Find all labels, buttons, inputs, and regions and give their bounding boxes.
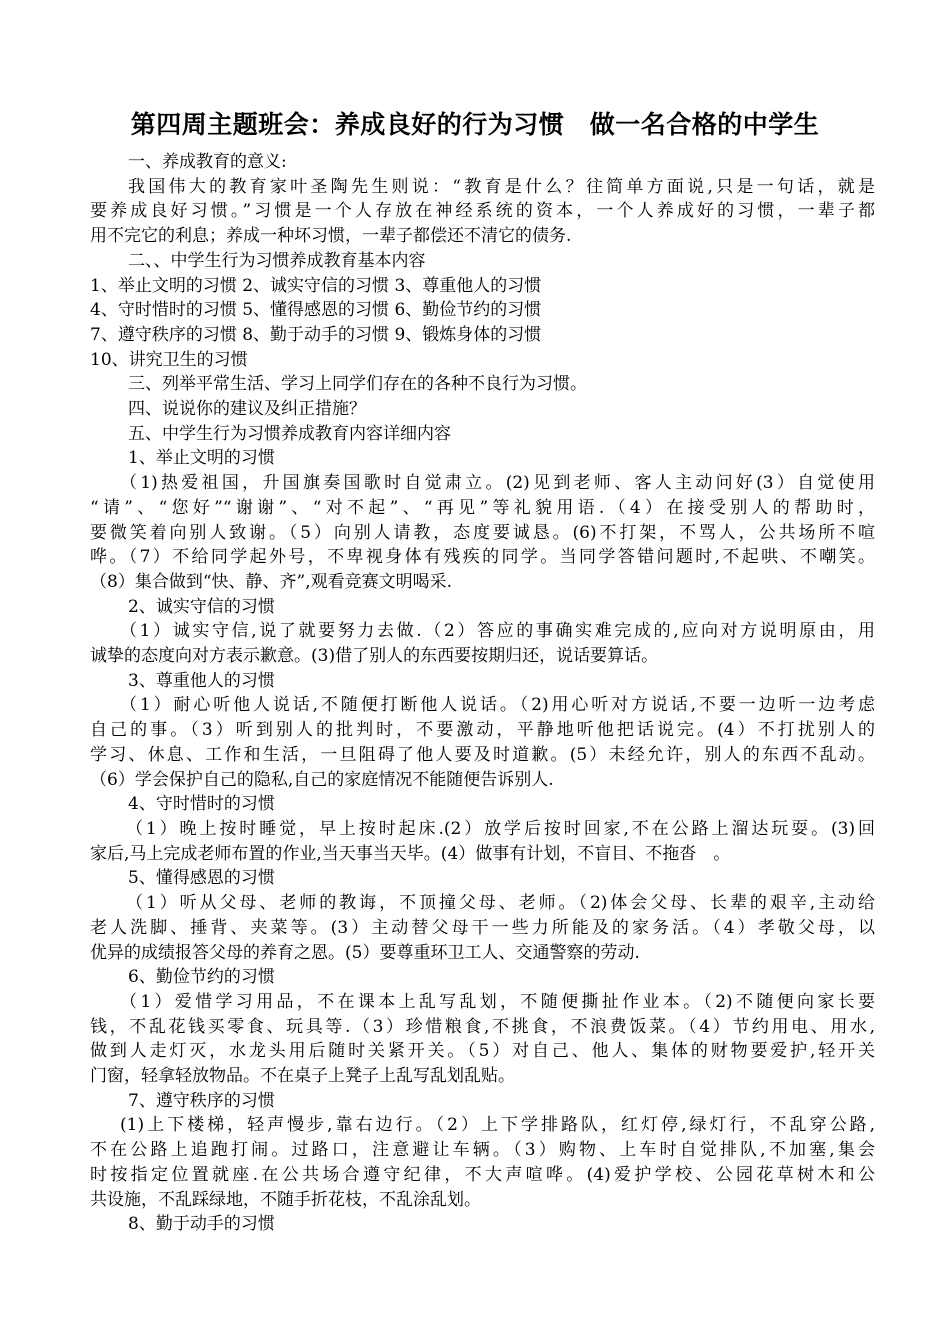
list-item: 1、举止文明的习惯 2、诚实守信的习惯 3、尊重他人的习惯: [90, 275, 542, 296]
section-heading: 五、中学生行为习惯养成教育内容详细内容: [128, 423, 451, 444]
paragraph-line: （1)热爱祖国，升国旗奏国歌时自觉肃立。(2)见到老师、客人主动问好(3）自觉使用: [120, 473, 875, 494]
subsection-heading: 4、守时惜时的习惯: [128, 794, 275, 815]
list-item: 10、讲究卫生的习惯: [90, 349, 248, 370]
paragraph-line: 用不完它的利息；养成一种坏习惯，一辈子都偿还不清它的债务.: [90, 226, 572, 247]
paragraph-line: (1)上下楼梯，轻声慢步,靠右边行。（2）上下学排路队，红灯停,绿灯行，不乱穿公路,: [120, 1115, 875, 1136]
paragraph-line: （1）爱惜学习用品，不在课本上乱写乱划，不随便撕扯作业本。（2)不随便向家长要: [120, 991, 875, 1012]
paragraph-line: 时按指定位置就座.在公共场合遵守纪律，不大声喧哗。(4)爱护学校、公园花草树木和公: [90, 1164, 875, 1185]
section-heading: 四、说说你的建议及纠正措施？: [128, 399, 366, 420]
subsection-heading: 5、懂得感恩的习惯: [128, 868, 275, 889]
section-heading: 一、养成教育的意义:: [128, 152, 287, 172]
paragraph-line: 我国伟大的教育家叶圣陶先生则说：“教育是什么？往简单方面说,只是一句话，就是: [128, 176, 875, 197]
paragraph-line: （1）耐心听他人说话,不随便打断他人说话。（2)用心听对方说话,不要一边听一边考虑: [120, 695, 875, 716]
paragraph-line: 要养成良好习惯。”习惯是一个人存放在神经系统的资本，一个人养成好的习惯，一辈子都: [90, 201, 875, 222]
paragraph-line: 钱，不乱花钱买零食、玩具等.（3）珍惜粮食,不挑食，不浪费饭菜。（4）节约用电、用水,: [90, 1016, 875, 1037]
paragraph-line: 不在公路上追跑打闹。过路口，注意避让车辆。（3）购物、上车时自觉排队,不加塞,集会: [90, 1140, 875, 1161]
paragraph-line: 要微笑着向别人致谢。（5）向别人请教，态度要诚恳。(6)不打架，不骂人，公共场所不喧: [90, 522, 875, 543]
paragraph-line: 做到人走灯灭，水龙头用后随时关紧开关。（5）对自己、他人、集体的财物要爱护,轻开关: [90, 1041, 875, 1062]
subsection-heading: 1、举止文明的习惯: [128, 448, 275, 469]
paragraph-line: （1）晚上按时睡觉，早上按时起床.(2）放学后按时回家,不在公路上溜达玩耍。(3)回: [126, 818, 875, 839]
paragraph-line: （6）学会保护自己的隐私,自己的家庭情况不能随便告诉别人.: [90, 769, 554, 790]
paragraph-line: （1）诚实守信,说了就要努力去做.（2）答应的事确实难完成的,应向对方说明原由，用: [120, 621, 875, 642]
paragraph-line: 家后,马上完成老师布置的作业,当天事当天毕。(4）做事有计划，不盲目、不拖沓 。: [90, 843, 731, 864]
paragraph-line: 优异的成绩报答父母的养育之恩。(5）要尊重环卫工人、交通警察的劳动.: [90, 942, 640, 963]
paragraph-line: 老人洗脚、捶背、夹菜等。(3）主动替父母干一些力所能及的家务活。（4）孝敬父母，以: [90, 917, 875, 938]
paragraph-line: （1）听从父母、老师的教诲，不顶撞父母、老师。（2)体会父母、长辈的艰辛,主动给: [126, 893, 875, 914]
subsection-heading: 2、诚实守信的习惯: [128, 596, 275, 617]
subsection-heading: 6、勤俭节约的习惯: [128, 967, 275, 988]
subsection-heading: 3、尊重他人的习惯: [128, 670, 275, 691]
page-title: 第四周主题班会：养成良好的行为习惯 做一名合格的中学生: [130, 110, 820, 139]
document-body: [90, 150, 875, 1237]
paragraph-line: “请”、“您好”“谢谢”、“对不起”、“再见”等礼貌用语.（4）在接受别人的帮助时，: [90, 497, 875, 518]
paragraph-line: （8）集合做到“快、静、齐”,观看竞赛文明喝采.: [90, 571, 453, 592]
paragraph-line: 学习、休息、工作和生活，一旦阻碍了他人要及时道歉。(5）未经允许，别人的东西不乱动。: [90, 744, 875, 765]
section-heading: 三、列举平常生活、学习上同学们存在的各种不良行为习惯。: [128, 374, 587, 395]
list-item: 4、守时惜时的习惯 5、懂得感恩的习惯 6、勤俭节约的习惯: [90, 300, 542, 321]
paragraph-line: 共设施，不乱踩绿地，不随手折花枝，不乱涂乱划。: [90, 1189, 481, 1210]
subsection-heading: 7、遵守秩序的习惯: [128, 1090, 275, 1111]
list-item: 7、遵守秩序的习惯 8、勤于动手的习惯 9、锻炼身体的习惯: [90, 324, 542, 345]
paragraph-line: 门窗，轻拿轻放物品。不在桌子上凳子上乱写乱划乱贴。: [90, 1066, 515, 1087]
subsection-heading: 8、勤于动手的习惯: [128, 1214, 275, 1235]
paragraph-line: 自己的事。（3）听到别人的批判时，不要激动，平静地听他把话说完。(4）不打扰别人的: [90, 720, 875, 741]
section-heading: 二、、中学生行为习惯养成教育基本内容: [128, 250, 426, 271]
paragraph-line: 哗。（7）不给同学起外号，不卑视身体有残疾的同学。当同学答错问题时,不起哄、不嘲笑。: [90, 547, 875, 568]
paragraph-line: 诚挚的态度向对方表示歉意。(3)借了别人的东西要按期归还，说话要算话。: [90, 646, 659, 667]
